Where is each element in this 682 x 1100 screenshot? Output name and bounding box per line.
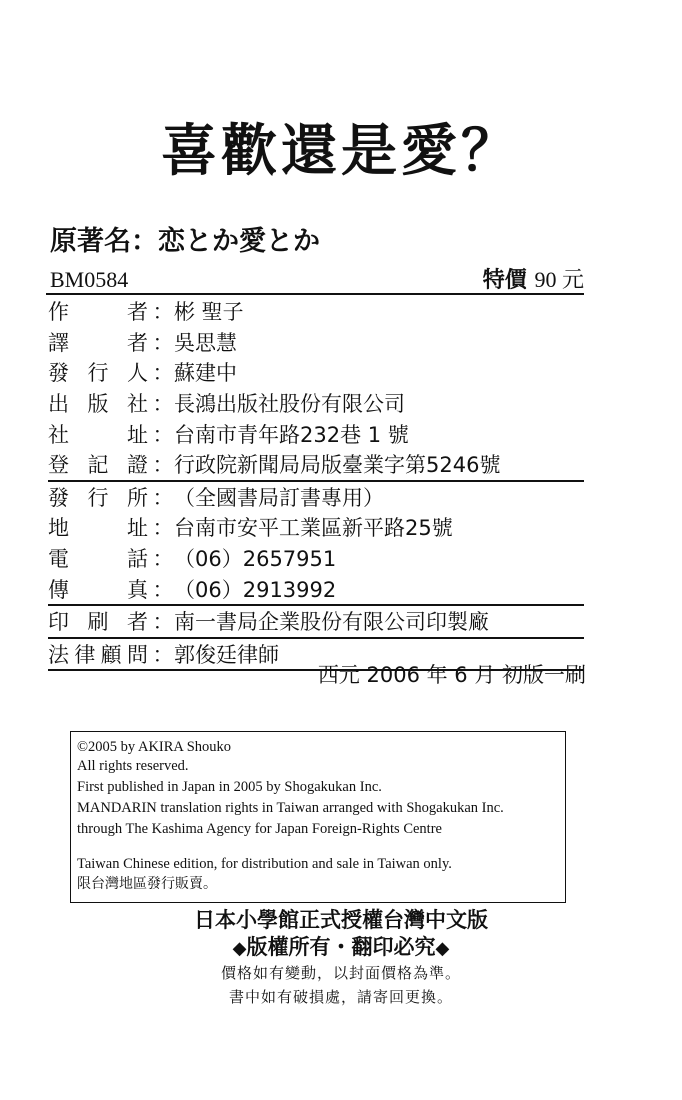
info-value: 台南市安平工業區新平路25號 [174,516,453,541]
rights-reserved-line: All rights reserved. [77,758,189,774]
rights-statement [0,933,682,963]
copyright-line: ©2005 by AKIRA Shouko [77,739,232,755]
copyright-box [70,731,566,903]
info-row [48,606,584,639]
info-label: 出 版 社 [48,392,148,417]
info-label: 法 律 顧 問 [48,642,148,667]
book-title: 喜歡還是愛？ [161,119,521,184]
info-label: 譯 者 [48,330,148,355]
info-value: （06）2913992 [174,577,337,602]
info-value: 吳思慧 [174,330,237,355]
rights-text: 版權所有・翻印必究 [246,935,436,959]
info-label: 電 話 [48,547,148,572]
info-row [48,482,584,513]
info-row [48,543,584,574]
info-value: 長鴻出版社股份有限公司 [174,392,405,417]
info-colon: ： [152,610,174,635]
info-colon: ： [152,422,174,447]
info-label: 作 者 [48,300,148,325]
info-label: 社 址 [48,422,148,447]
damage-return-note: 書中如有破損處，請寄回更換。 [228,988,453,1006]
book-code: BM0584 [50,267,129,292]
diamond-icon: ◆ [232,938,247,959]
info-row [48,573,584,606]
info-label: 傳 真 [48,577,148,602]
info-row [48,388,584,419]
info-value: 台南市青年路232巷 1 號 [174,422,409,447]
info-colon: ： [152,361,174,386]
publication-date: 西元 2006 年 6 月 初版一刷 [317,663,586,687]
info-colon: ： [152,330,174,355]
info-row [48,327,584,358]
info-label: 地 址 [48,516,148,541]
info-colon: ： [152,516,174,541]
info-row [48,512,584,543]
info-row [48,449,584,482]
translation-rights-line: MANDARIN translation rights in Taiwan arranged with Shogakukan Inc. [77,800,504,816]
info-row [48,418,584,449]
first-published-line: First published in Japan in 2005 by Shogakukan Inc. [77,779,382,795]
price-change-note: 價格如有變動，以封面價格為準。 [220,964,461,982]
info-colon: ： [152,453,174,478]
info-label: 發 行 人 [48,361,148,386]
distribution-line: Taiwan Chinese edition, for distribution and sale in Taiwan only. [77,856,452,872]
info-colon: ： [152,547,174,572]
authorization-statement: 日本小學館正式授權台灣中文版 [194,908,488,932]
info-value: 蘇建中 [174,361,237,386]
info-value: 彬 聖子 [174,300,244,325]
agency-line: through The Kashima Agency for Japan Foreign-Rights Centre [77,821,442,837]
diamond-icon: ◆ [435,938,450,959]
info-label: 印 刷 者 [48,610,148,635]
top-divider [46,293,584,295]
info-label: 登 記 證 [48,453,148,478]
info-value: 南一書局企業股份有限公司印製廠 [174,610,489,635]
info-colon: ： [152,300,174,325]
info-colon: ： [152,577,174,602]
publication-info [48,296,584,671]
price-label: 特價 [482,268,527,293]
info-colon: ： [152,392,174,417]
price [483,266,584,295]
info-colon: ： [152,642,174,667]
info-row [48,357,584,388]
info-colon: ： [152,485,174,510]
sale-region-line: 限台灣地區發行販賣。 [77,876,217,892]
info-value: 行政院新聞局局版臺業字第5246號 [174,453,501,478]
info-label: 發 行 所 [48,485,148,510]
info-value: 郭俊廷律師 [174,642,279,667]
original-title: 原著名：恋とか愛とか [50,226,320,257]
info-row [48,296,584,327]
price-amount: 90 元 [534,267,584,292]
info-value: （全國書局訂書專用） [174,485,384,510]
info-value: （06）2657951 [174,547,337,572]
